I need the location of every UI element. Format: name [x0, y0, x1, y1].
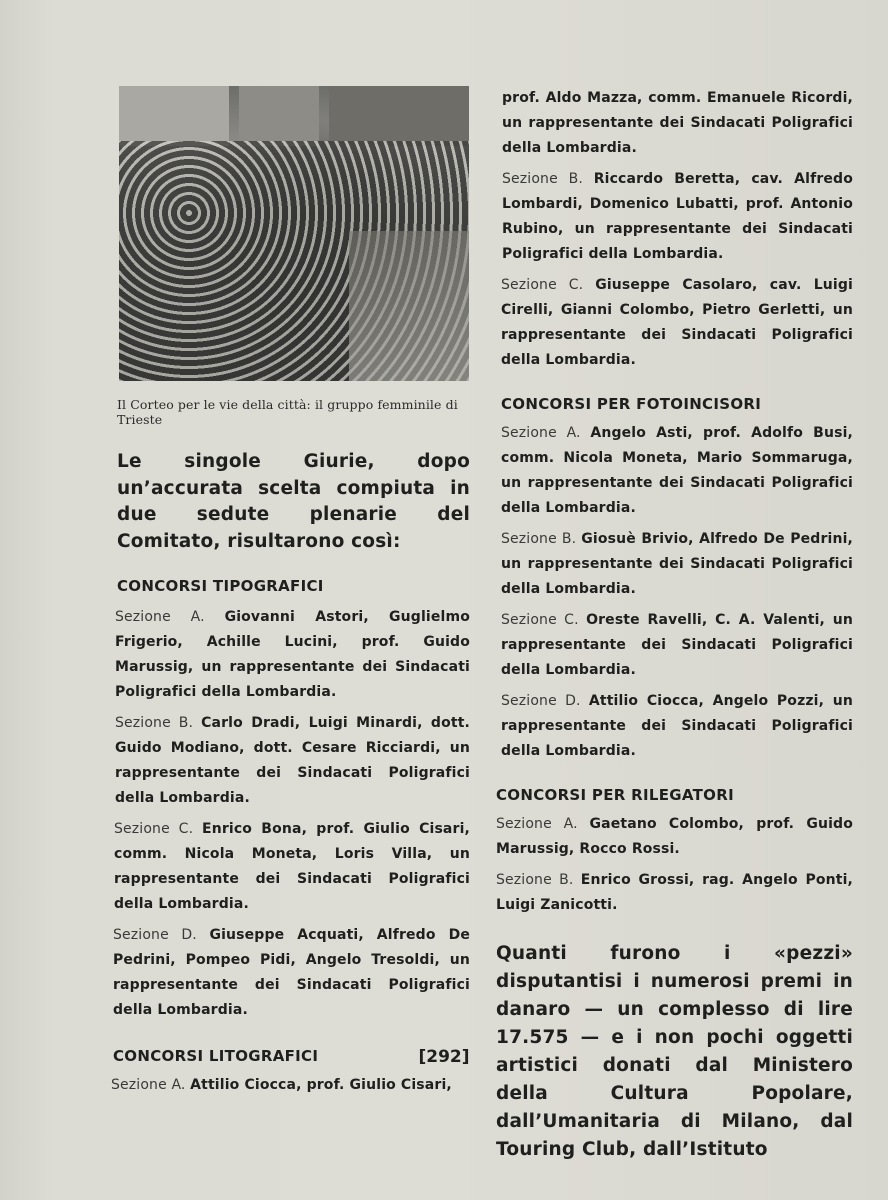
- sezione-label: Sezione C.: [501, 612, 579, 628]
- sezione-label: Sezione D.: [113, 927, 197, 943]
- jury-names: Riccardo Beretta, cav. Alfredo Lombardi, Domenico Lubatti, prof. Antonio Rubino, un rappresentante dei Sindacati Poligrafici della Lombardia.: [502, 171, 853, 262]
- rilegatori-sezione-a: [496, 812, 853, 862]
- litografici-sezione-b: [502, 167, 853, 267]
- heading-tipografici: CONCORSI TIPOGRAFICI: [117, 577, 324, 595]
- fotoincisori-sezione-d: [501, 689, 853, 764]
- tipografici-sezione-a: [115, 605, 470, 705]
- fotoincisori-sezione-a: [501, 421, 853, 521]
- intro-paragraph: Le singole Giurie, dopo un’accurata scelta compiuta in due sedute plenarie del Comitato, risultarono così:: [117, 451, 470, 552]
- sezione-label: Sezione B.: [496, 872, 574, 888]
- jury-names: Gaetano Colombo, prof. Guido Marussig, Rocco Rossi.: [496, 816, 853, 857]
- rilegatori-sezione-b: [496, 868, 853, 918]
- litografici-sezione-a-cont: [502, 86, 853, 161]
- fotoincisori-sezione-c: [501, 608, 853, 683]
- sezione-label: Sezione A.: [111, 1077, 186, 1093]
- jury-names: Carlo Dradi, Luigi Minardi, dott. Guido Modiano, dott. Cesare Ricciardi, un rappresentante dei Sindacati Poligrafici della Lombardia.: [115, 715, 471, 806]
- tipografici-sezione-b: [115, 711, 470, 811]
- litografici-sezione-c: [501, 273, 853, 373]
- heading-rilegatori: CONCORSI PER RILEGATORI: [496, 786, 734, 804]
- sezione-label: Sezione A.: [496, 816, 578, 832]
- sezione-label: Sezione B.: [502, 171, 583, 187]
- sezione-label: Sezione D.: [501, 693, 581, 709]
- jury-names: Oreste Ravelli, C. A. Valenti, un rappresentante dei Sindacati Poligrafici della Lombardia.: [501, 612, 853, 678]
- sezione-label: Sezione B.: [115, 715, 194, 731]
- right-column: [496, 86, 853, 1164]
- left-column: [113, 86, 470, 1098]
- section-tipografici: [113, 577, 470, 1023]
- sezione-label: Sezione C.: [501, 277, 584, 293]
- sezione-label: Sezione B.: [501, 531, 577, 547]
- sezione-label: Sezione C.: [114, 821, 194, 837]
- outro-paragraph: Quanti furono i «pezzi» disputantisi i numerosi premi in danaro — un complesso di lire 17.575 — e i non pochi oggetti artistici donati dal Ministero della Cultura Popolare, dall’Umanitaria di Milano, dal Touring Club, dall’Istituto: [496, 943, 853, 1160]
- page-number: [292]: [418, 1047, 470, 1067]
- litografici-sezione-a-start: [111, 1073, 470, 1098]
- jury-names: prof. Aldo Mazza, comm. Emanuele Ricordi, un rappresentante dei Sindacati Poligrafici della Lombardia.: [502, 90, 853, 156]
- jury-names: Angelo Asti, prof. Adolfo Busi, comm. Nicola Moneta, Mario Sommaruga, un rappresentante dei Sindacati Poligrafici della Lombardia.: [501, 425, 853, 516]
- jury-names: Giovanni Astori, Guglielmo Frigerio, Achille Lucini, prof. Guido Marussig, un rappresentante dei Sindacati Poligrafici della Lombardia.: [115, 609, 470, 700]
- tipografici-sezione-c: [114, 817, 470, 917]
- jury-names: Giosuè Brivio, Alfredo De Pedrini, un rappresentante dei Sindacati Poligrafici della Lombardia.: [501, 531, 853, 597]
- fotoincisori-sezione-b: [501, 527, 853, 602]
- heading-litografici: CONCORSI LITOGRAFICI: [113, 1047, 319, 1065]
- tipografici-sezione-d: [113, 923, 470, 1023]
- sezione-label: Sezione A.: [115, 609, 205, 625]
- sezione-label: Sezione A.: [501, 425, 581, 441]
- jury-names: Attilio Ciocca, Angelo Pozzi, un rappresentante dei Sindacati Poligrafici della Lombardia.: [501, 693, 853, 759]
- parade-photo: [119, 86, 469, 381]
- jury-names: Giuseppe Acquati, Alfredo De Pedrini, Pompeo Pidi, Angelo Tresoldi, un rappresentante dei Sindacati Poligrafici della Lombardia.: [113, 927, 470, 1018]
- jury-names: Enrico Bona, prof. Giulio Cisari, comm. Nicola Moneta, Loris Villa, un rappresentante dei Sindacati Poligrafici della Lombardia.: [114, 821, 470, 912]
- section-rilegatori: [496, 786, 853, 918]
- jury-names: Attilio Ciocca, prof. Giulio Cisari,: [190, 1077, 452, 1093]
- jury-names: Giuseppe Casolaro, cav. Luigi Cirelli, Gianni Colombo, Pietro Gerletti, un rappresentante dei Sindacati Poligrafici della Lombardia.: [501, 277, 853, 368]
- heading-fotoincisori: CONCORSI PER FOTOINCISORI: [501, 395, 762, 413]
- jury-names: Enrico Grossi, rag. Angelo Ponti, Luigi Zanicotti.: [496, 872, 853, 913]
- photo-caption: Il Corteo per le vie della città: il gruppo femminile di Trieste: [117, 397, 458, 427]
- section-fotoincisori: [501, 395, 853, 764]
